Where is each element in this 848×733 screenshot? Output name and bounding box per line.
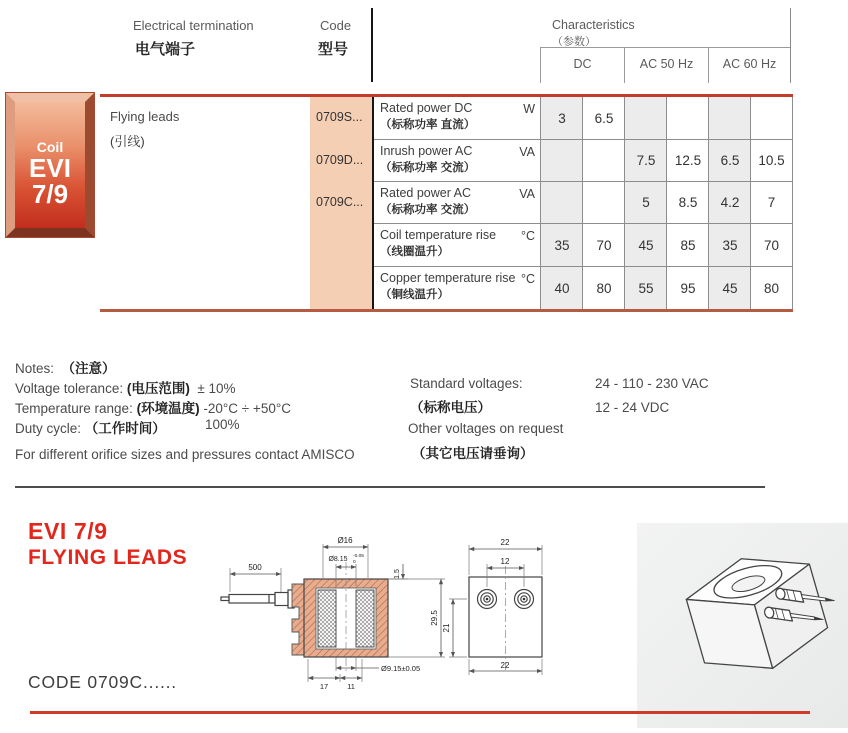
electrical-termination-label-zh: 电气端子 [135, 41, 196, 58]
value-cell: 80 [582, 267, 625, 309]
value-cell: 8.5 [666, 182, 709, 223]
termination-flying-leads-zh: (引线) [110, 134, 145, 149]
param-label-en: Inrush power AC [380, 144, 473, 158]
param-label [374, 97, 540, 139]
badge-line-evi: EVI [29, 153, 71, 184]
note-voltage-tolerance [15, 377, 236, 397]
code-0709c: 0709C... [316, 195, 364, 209]
section-title-line2: FLYING LEADS [28, 546, 188, 569]
dim-bore-tol-lo: 0 [353, 560, 356, 565]
value-cell: 7.5 [624, 140, 667, 181]
value-cell: 45 [708, 267, 751, 309]
param-label-zh: （标称功率 交流） [380, 162, 476, 174]
bottom-accent-line [30, 711, 810, 714]
duty-cycle-zh: （工作时间） [84, 421, 166, 436]
dim-bore-tol-hi: -0.05 [353, 554, 364, 559]
electrical-termination-label-en: Electrical termination [133, 18, 254, 33]
param-label-zh: （线圈温升） [380, 246, 449, 258]
value-cell: 6.5 [708, 140, 751, 181]
value-cell [582, 140, 625, 181]
table-row [374, 97, 793, 140]
lead-wire-drawing [221, 563, 294, 608]
termination-flying-leads: Flying leads [110, 109, 180, 124]
param-unit: °C [520, 229, 535, 243]
dim-outer-diameter: Ø16 [337, 536, 353, 545]
coil-badge [5, 92, 95, 238]
section-separator-line [15, 486, 765, 488]
value-cell [540, 182, 583, 223]
dim-front-width-top: 22 [500, 538, 510, 547]
value-cell: 80 [750, 267, 793, 309]
value-cell [540, 140, 583, 181]
param-unit: W [523, 102, 535, 116]
standard-voltages-zh [410, 396, 491, 416]
value-cell: 10.5 [750, 140, 793, 181]
value-cell: 45 [624, 224, 667, 266]
characteristics-label-en: Characteristics [552, 18, 635, 32]
other-voltages-zh [412, 442, 534, 462]
code-0709d: 0709D... [316, 153, 364, 167]
param-label-en: Rated power DC [380, 101, 473, 115]
standard-voltages-vac: 24 - 110 - 230 VAC [595, 376, 709, 391]
dim-lead-length: 500 [248, 563, 262, 572]
table-row [374, 267, 793, 309]
value-cell: 6.5 [582, 97, 625, 139]
param-label-zh: （标称功率 交流） [380, 204, 476, 216]
duty-cycle-label: Duty cycle: [15, 421, 82, 436]
param-unit: °C [520, 272, 535, 286]
duty-cycle-value: 100% [205, 417, 240, 432]
dim-coil-height: 29.5 [430, 610, 439, 626]
cross-section-drawing [292, 536, 445, 691]
notes-title [15, 357, 116, 377]
other-voltages-zh-text: （其它电压请垂询） [412, 446, 534, 461]
value-cell [708, 97, 751, 139]
note-contact: For different orifice sizes and pressures contact AMISCO [15, 447, 355, 462]
code-0709s: 0709S... [316, 110, 363, 124]
value-cell: 95 [666, 267, 709, 309]
value-cell: 3 [540, 97, 583, 139]
standard-voltages-label: Standard voltages: [410, 376, 523, 391]
code-label-zh: 型号 [318, 41, 349, 58]
param-label-en: Rated power AC [380, 186, 472, 200]
value-cell: 35 [540, 224, 583, 266]
note-duty-cycle [15, 417, 166, 437]
header-divider-line [371, 8, 373, 82]
value-cell: 12.5 [666, 140, 709, 181]
param-unit: VA [519, 187, 535, 201]
param-unit: VA [519, 145, 535, 159]
dim-pin-spacing: 12 [500, 557, 510, 566]
table-row [374, 140, 793, 182]
column-header-ac60: AC 60 Hz [708, 48, 791, 83]
voltage-tolerance-label: Voltage tolerance: [15, 381, 124, 396]
value-cell: 5 [624, 182, 667, 223]
notes-title-en: Notes: [15, 361, 55, 376]
code-label-en: Code [320, 18, 352, 33]
characteristics-label-zh: （参数） [552, 36, 596, 48]
table-row [374, 224, 793, 267]
dim-bore-diameter: Ø8.15 [328, 556, 348, 563]
dim-front-width-bottom: 22 [500, 661, 510, 670]
badge-line-coil: Coil [36, 139, 64, 155]
code-caption: CODE 0709C...... [28, 672, 177, 692]
table-row [374, 182, 793, 224]
column-header-dc: DC [540, 48, 624, 83]
technical-drawings [195, 522, 640, 707]
voltage-tolerance-zh: (电压范围) [126, 381, 190, 396]
dim-17: 17 [319, 682, 329, 691]
dim-front-height: 21 [442, 623, 451, 633]
value-cell: 4.2 [708, 182, 751, 223]
temperature-range-value: -20°C ÷ +50°C [203, 401, 291, 416]
coil-badge-core [15, 102, 85, 228]
dim-bottom-diameter: Ø9.15±0.05 [381, 664, 421, 673]
isometric-coil-drawing [637, 523, 848, 728]
standard-voltages-zh-text: （标称电压） [410, 400, 491, 415]
front-view-drawing [442, 538, 542, 675]
note-temperature-range [15, 397, 291, 417]
badge-line-79: 7/9 [31, 179, 69, 210]
temperature-range-zh: (环境温度) [136, 401, 200, 416]
param-label-zh: （铜线温升） [380, 289, 449, 301]
value-cell [666, 97, 709, 139]
param-label-en: Coil temperature rise [380, 228, 497, 242]
param-label-zh: （标称功率 直流） [380, 119, 476, 131]
param-label-en: Copper temperature rise [380, 271, 516, 285]
value-cell: 7 [750, 182, 793, 223]
dim-11: 11 [347, 682, 355, 691]
notes-title-zh: （注意） [61, 361, 116, 376]
param-label [374, 267, 540, 309]
value-cell: 70 [750, 224, 793, 266]
value-cell: 85 [666, 224, 709, 266]
header-right-border [790, 8, 791, 82]
characteristics-columns [540, 47, 791, 83]
value-cell [582, 182, 625, 223]
value-cell [750, 97, 793, 139]
param-label [374, 182, 540, 223]
value-cell [624, 97, 667, 139]
dim-step: 1.5 [394, 569, 401, 579]
param-label [374, 140, 540, 181]
voltage-tolerance-value: ± 10% [197, 381, 236, 396]
param-label [374, 224, 540, 266]
value-cell: 40 [540, 267, 583, 309]
value-cell: 70 [582, 224, 625, 266]
temperature-range-label: Temperature range: [15, 401, 133, 416]
standard-voltages-vdc: 12 - 24 VDC [595, 400, 670, 415]
column-header-ac50: AC 50 Hz [624, 48, 708, 83]
other-voltages-label: Other voltages on request [408, 421, 564, 436]
value-cell: 55 [624, 267, 667, 309]
section-title-line1: EVI 7/9 [28, 518, 108, 544]
value-cell: 35 [708, 224, 751, 266]
characteristics-table [100, 94, 793, 312]
